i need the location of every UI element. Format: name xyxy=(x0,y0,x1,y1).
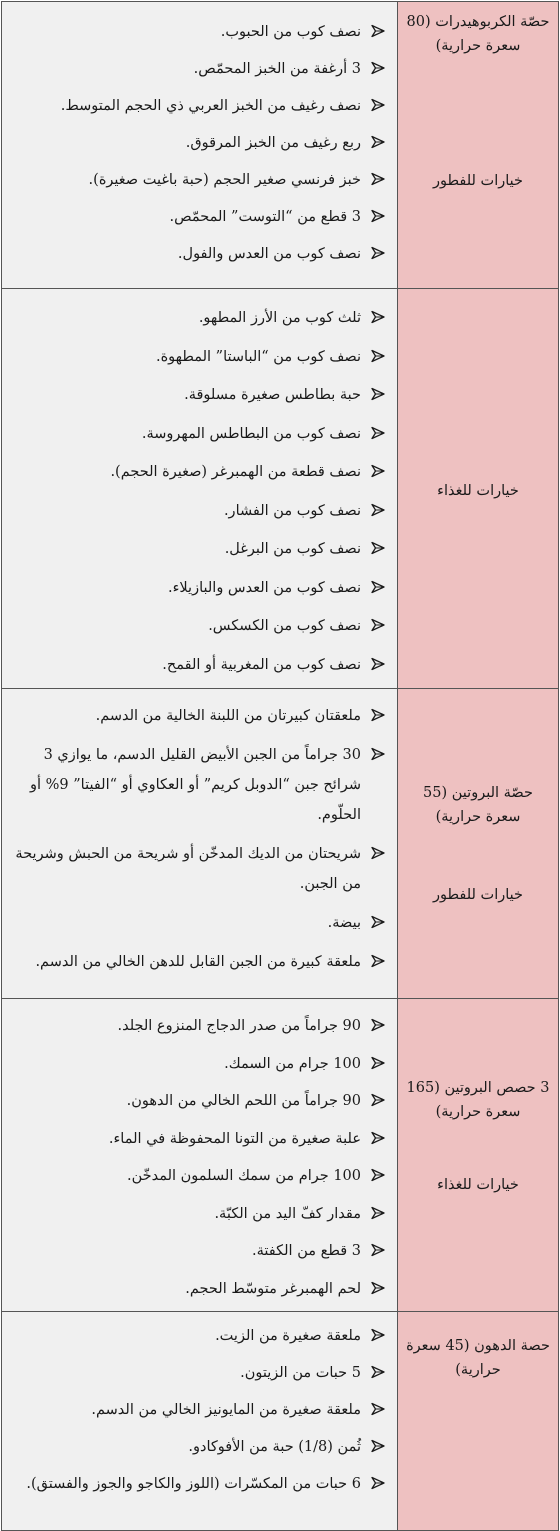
list-item-text: نصف كوب من المغربية أو القمح. xyxy=(162,656,361,673)
items-cell xyxy=(2,2,398,289)
table-row xyxy=(2,1312,559,1531)
list-item-text: نصف كوب من البطاطس المهروسة. xyxy=(141,425,361,442)
category-cell xyxy=(398,2,559,289)
table-body xyxy=(2,2,559,1531)
list-item xyxy=(2,1124,397,1154)
arrowhead-check-icon xyxy=(371,246,385,260)
arrowhead-check-icon xyxy=(371,846,385,860)
arrowhead-check-icon xyxy=(371,1476,385,1490)
list-item xyxy=(2,457,397,487)
category-subtitle: خيارات للغذاء xyxy=(437,483,519,499)
category-cell xyxy=(398,689,559,999)
list-item-text: 6 حبات من المكسّرات (اللوز والكاجو والجوز والفستق). xyxy=(26,1476,361,1492)
list-item-text: حبة بطاطس صغيرة مسلوقة. xyxy=(184,387,361,403)
arrowhead-check-icon xyxy=(371,349,385,363)
list-item-text: نصف رغيف من الخبز العربي ذي الحجم المتوسط. xyxy=(60,98,361,114)
list-item-text: مقدار كفّ اليد من الكبّة. xyxy=(214,1205,361,1222)
list-item xyxy=(2,496,397,526)
list-item-text: ملعقة صغيرة من المايونيز الخالي من الدسم. xyxy=(91,1402,361,1418)
list-item xyxy=(2,17,397,47)
list-item xyxy=(2,1432,397,1462)
list-item-text: ملعقتان كبيرتان من اللبنة الخالية من الدسم. xyxy=(95,708,361,724)
list-item xyxy=(2,419,397,449)
list-item-text: ملعقة كبيرة من الجبن القابل للدهن الخالي من الدسم. xyxy=(35,954,361,970)
list-item-text: 90 جراماً من صدر الدجاج المنزوع الجلد. xyxy=(117,1018,361,1034)
list-item xyxy=(2,701,397,731)
list-item xyxy=(2,1274,397,1304)
arrowhead-check-icon xyxy=(371,1281,385,1295)
list-item xyxy=(2,611,397,641)
arrowhead-check-icon xyxy=(371,172,385,186)
list-item xyxy=(2,303,397,333)
list-item-text: 100 جرام من سمك السلمون المدخّن. xyxy=(126,1168,361,1184)
table-row xyxy=(2,289,559,689)
list-item-text: نصف كوب من الكسكس. xyxy=(208,618,361,634)
arrowhead-check-icon xyxy=(371,915,385,929)
arrowhead-check-icon xyxy=(371,61,385,75)
arrowhead-check-icon xyxy=(371,24,385,38)
list-item xyxy=(2,908,397,938)
list-item xyxy=(2,740,397,830)
arrowhead-check-icon xyxy=(371,1168,385,1182)
list-item xyxy=(2,650,397,680)
arrowhead-check-icon xyxy=(371,1056,385,1070)
list-item-text: نصف كوب من الحبوب. xyxy=(220,24,361,40)
list-item xyxy=(2,573,397,603)
arrowhead-check-icon xyxy=(371,657,385,671)
list-item-text: خبز فرنسي صغير الحجم (حبة باغيت صغيرة). xyxy=(88,172,361,188)
list-item xyxy=(2,534,397,564)
arrowhead-check-icon xyxy=(371,747,385,761)
arrowhead-check-icon xyxy=(371,580,385,594)
food-item-list xyxy=(2,289,397,680)
arrowhead-check-icon xyxy=(371,503,385,517)
arrowhead-check-icon xyxy=(371,464,385,478)
list-item xyxy=(2,1161,397,1191)
category-title: حصة الدهون (45 سعرة حرارية) xyxy=(406,1338,550,1378)
list-item xyxy=(2,1236,397,1266)
list-item xyxy=(2,380,397,410)
arrowhead-check-icon xyxy=(371,1402,385,1416)
list-item xyxy=(2,1321,397,1351)
list-item-text: نصف كوب من البرغل. xyxy=(224,541,361,557)
category-title: حصّة البروتين (55 سعرة حرارية) xyxy=(423,785,533,825)
list-item-text: لحم الهمبرغر متوسّط الحجم. xyxy=(185,1280,361,1297)
arrowhead-check-icon xyxy=(371,1131,385,1145)
list-item xyxy=(2,54,397,84)
items-cell xyxy=(2,1312,398,1531)
list-item-text: ثلث كوب من الأرز المطهو. xyxy=(198,310,361,326)
category-subtitle: خيارات للغذاء xyxy=(437,1177,519,1193)
list-item xyxy=(2,1469,397,1499)
items-cell xyxy=(2,289,398,689)
list-item xyxy=(2,91,397,121)
arrowhead-check-icon xyxy=(371,1093,385,1107)
arrowhead-check-icon xyxy=(371,954,385,968)
list-item-text: 3 قطع من الكفتة. xyxy=(252,1243,361,1259)
list-item xyxy=(2,947,397,977)
list-item xyxy=(2,1049,397,1079)
items-cell xyxy=(2,689,398,999)
category-title: حصّة الكربوهيدرات (80 سعرة حرارية) xyxy=(406,14,550,54)
list-item-text: شريحتان من الديك المدخّن أو شريحة من الحبش وشريحة من الجبن. xyxy=(15,846,361,892)
list-item xyxy=(2,165,397,195)
list-item-text: ملعقة صغيرة من الزيت. xyxy=(215,1328,361,1344)
arrowhead-check-icon xyxy=(371,426,385,440)
table-row xyxy=(2,999,559,1312)
list-item-text: نصف كوب من “الباستا” المطهوة. xyxy=(155,348,361,365)
category-subtitle: خيارات للفطور xyxy=(433,887,523,903)
list-item xyxy=(2,239,397,269)
list-item xyxy=(2,342,397,372)
arrowhead-check-icon xyxy=(371,618,385,632)
arrowhead-check-icon xyxy=(371,98,385,112)
list-item-text: بيضة. xyxy=(327,915,361,931)
list-item-text: نصف كوب من العدس والفول. xyxy=(177,246,361,262)
arrowhead-check-icon xyxy=(371,1206,385,1220)
category-cell xyxy=(398,1312,559,1531)
list-item-text: 3 قطع من “التوست” المحمّص. xyxy=(169,209,361,225)
arrowhead-check-icon xyxy=(371,1365,385,1379)
arrowhead-check-icon xyxy=(371,541,385,555)
list-item xyxy=(2,1358,397,1388)
category-cell xyxy=(398,999,559,1312)
food-portions-table xyxy=(1,1,559,1531)
food-item-list xyxy=(2,2,397,269)
list-item xyxy=(2,1086,397,1116)
category-subtitle: خيارات للفطور xyxy=(433,173,523,189)
list-item xyxy=(2,128,397,158)
list-item-text: نصف كوب من الفشار. xyxy=(223,502,361,519)
category-cell xyxy=(398,289,559,689)
list-item xyxy=(2,1199,397,1229)
list-item xyxy=(2,1395,397,1425)
food-item-list xyxy=(2,1312,397,1499)
list-item-text: 3 أرغفة من الخبز المحمّص. xyxy=(193,61,361,77)
arrowhead-check-icon xyxy=(371,1018,385,1032)
table-row xyxy=(2,2,559,289)
list-item-text: ثُمن (1/8) حبة من الأفوكادو. xyxy=(188,1439,361,1455)
food-item-list xyxy=(2,689,397,977)
items-cell xyxy=(2,999,398,1312)
list-item xyxy=(2,839,397,899)
list-item-text: نصف قطعة من الهمبرغر (صغيرة الحجم). xyxy=(110,464,361,480)
list-item-text: علبة صغيرة من التونا المحفوظة في الماء. xyxy=(108,1130,361,1147)
arrowhead-check-icon xyxy=(371,1439,385,1453)
list-item xyxy=(2,1011,397,1041)
arrowhead-check-icon xyxy=(371,1328,385,1342)
arrowhead-check-icon xyxy=(371,135,385,149)
arrowhead-check-icon xyxy=(371,310,385,324)
list-item-text: ربع رغيف من الخبز المرقوق. xyxy=(185,135,361,151)
list-item-text: 5 حبات من الزيتون. xyxy=(240,1365,361,1381)
category-title: 3 حصص البروتين (165 سعرة حرارية) xyxy=(406,1080,550,1120)
list-item-text: نصف كوب من العدس والبازيلاء. xyxy=(167,579,361,596)
table-row xyxy=(2,689,559,999)
food-item-list xyxy=(2,999,397,1304)
arrowhead-check-icon xyxy=(371,387,385,401)
arrowhead-check-icon xyxy=(371,1243,385,1257)
list-item xyxy=(2,202,397,232)
arrowhead-check-icon xyxy=(371,708,385,722)
list-item-text: 90 جراماً من اللحم الخالي من الدهون. xyxy=(126,1093,361,1109)
list-item-text: 100 جرام من السمك. xyxy=(224,1055,361,1072)
arrowhead-check-icon xyxy=(371,209,385,223)
list-item-text: 30 جراماً من الجبن الأبيض القليل الدسم، ما يوازي 3 شرائح جبن “الدوبل كريم” أو العكاوي أو “الفيتا” 9% أو الحلّوم. xyxy=(29,747,361,823)
